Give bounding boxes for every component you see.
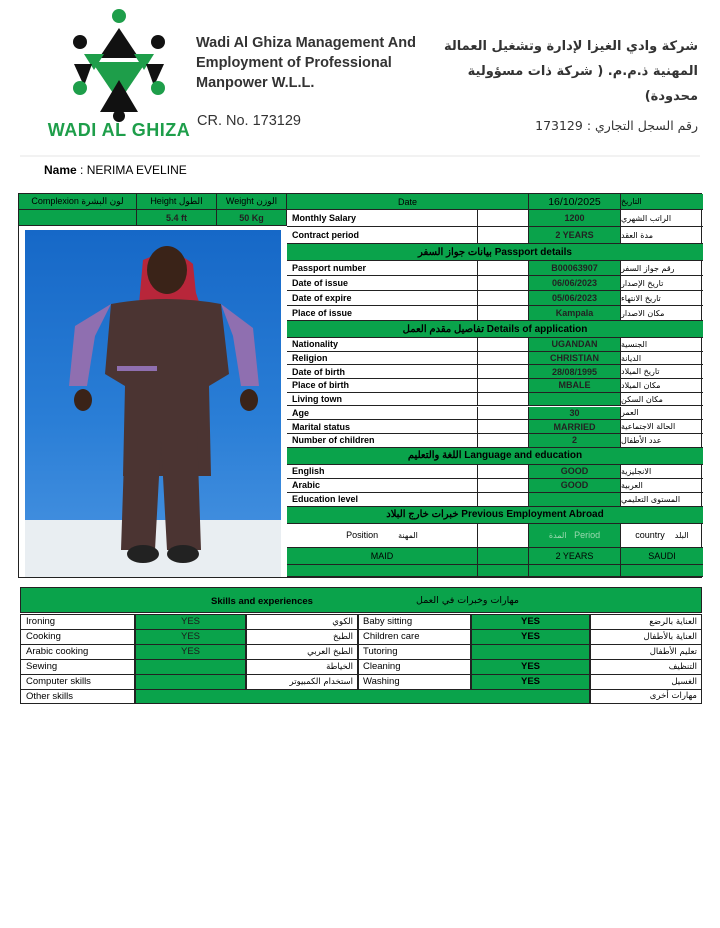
application-spacer (478, 352, 529, 366)
skill-ar-label: الخياطة (246, 659, 358, 675)
application-spacer (478, 379, 529, 393)
name-label: Name (44, 163, 77, 177)
height-label: Height الطول (137, 194, 217, 210)
application-value: MBALE (529, 379, 621, 393)
date-label: Date (287, 194, 529, 210)
skill-label: Arabic cooking (20, 644, 135, 660)
contract-ar-label: مدة العقد (621, 227, 703, 244)
application-label: Number of children (287, 434, 478, 448)
applicant-photo (25, 230, 281, 577)
skill-ar-label: التنظيف (590, 659, 702, 675)
employment-period: 2 YEARS (529, 548, 621, 565)
application-label: Nationality (287, 338, 478, 352)
header-divider (20, 155, 700, 157)
passport-ar-label: تاريخ الإصدار (621, 276, 703, 291)
weight-value: 50 Kg (217, 210, 287, 226)
contract-spacer (478, 210, 529, 227)
contract-spacer (478, 227, 529, 244)
period-label: Period (574, 530, 601, 541)
employment-empty (287, 565, 478, 577)
date-value: 16/10/2025 (529, 194, 621, 210)
employment-position: MAID (287, 548, 478, 565)
application-ar-label: تاريخ الميلاد (621, 365, 703, 379)
language-label: Education level (287, 493, 478, 507)
position-label: Position (346, 530, 379, 541)
application-spacer (478, 420, 529, 434)
language-ar-label: الانجليزية (621, 465, 703, 479)
skill-ar-label: الغسيل (590, 674, 702, 690)
passport-value: Kampala (529, 306, 621, 321)
application-spacer (478, 365, 529, 379)
country-header (621, 524, 703, 548)
application-label: Age (287, 407, 478, 421)
company-name-ar-line: محدودة) (644, 89, 698, 104)
passport-label: Date of issue (287, 276, 478, 291)
skill-ar-label: الكوي (246, 614, 358, 630)
language-value: GOOD (529, 479, 621, 493)
complexion-label: Complexion لون البشرة (19, 194, 137, 210)
application-value: 2 (529, 434, 621, 448)
application-value: 30 (529, 407, 621, 421)
applicant-name: NERIMA EVELINE (86, 163, 187, 177)
passport-spacer (478, 291, 529, 306)
application-value: UGANDAN (529, 338, 621, 352)
language-spacer (478, 479, 529, 493)
language-ar-label: العربية (621, 479, 703, 493)
passport-spacer (478, 261, 529, 276)
skills-header (20, 587, 702, 613)
skill-ar-label: استخدام الكمبيوتر (246, 674, 358, 690)
passport-ar-label: تاريخ الانتهاء (621, 291, 703, 306)
country-ar-label: البلد (674, 530, 689, 540)
skill-label: Children care (358, 629, 471, 645)
cr-number-ar: رقم السجل التجاري : 173129 (535, 118, 698, 133)
application-ar-label: مكان السكن (621, 393, 703, 407)
employment-empty (529, 565, 621, 577)
passport-label: Place of issue (287, 306, 478, 321)
passport-label: Date of expire (287, 291, 478, 306)
skill-label: Baby sitting (358, 614, 471, 630)
passport-section-header: بيانات جواز السفر Passport details (287, 244, 703, 261)
application-label: Living town (287, 393, 478, 407)
application-spacer (478, 338, 529, 352)
position-ar-label: المهنة (398, 530, 418, 540)
language-value: GOOD (529, 465, 621, 479)
skill-label: Cleaning (358, 659, 471, 675)
country-label: country (635, 530, 665, 541)
employment-spacer (478, 548, 529, 565)
date-ar-label: التاريخ (621, 194, 703, 210)
position-header (287, 524, 478, 548)
application-section-header: تفاصيل مقدم العمل Details of application (287, 321, 703, 338)
contract-ar-label: الراتب الشهري (621, 210, 703, 227)
employment-spacer (478, 524, 529, 548)
other-skills-label: Other skills (20, 689, 135, 704)
application-form (18, 193, 702, 578)
passport-label: Passport number (287, 261, 478, 276)
height-value: 5.4 ft (137, 210, 217, 226)
passport-ar-label: رقم جواز السفر (621, 261, 703, 276)
application-ar-label: الحالة الاجتماعية (621, 420, 703, 434)
application-spacer (478, 434, 529, 448)
company-name-line: Employment of Professional (196, 55, 392, 71)
application-ar-label: عدد الأطفال (621, 434, 703, 448)
application-value: 28/08/1995 (529, 365, 621, 379)
skill-value: YES (135, 629, 246, 645)
application-label: Religion (287, 352, 478, 366)
skill-label: Ironing (20, 614, 135, 630)
skill-value: YES (471, 674, 590, 690)
skills-title-ar: مهارات وخبرات في العمل (416, 595, 520, 606)
employment-empty (621, 565, 703, 577)
passport-value: 05/06/2023 (529, 291, 621, 306)
contract-value: 2 YEARS (529, 227, 621, 244)
passport-ar-label: مكان الاصدار (621, 306, 703, 321)
skill-label: Washing (358, 674, 471, 690)
language-spacer (478, 493, 529, 507)
application-label: Marital status (287, 420, 478, 434)
applicant-name-row: Name : NERIMA EVELINE (44, 163, 187, 177)
skill-value: YES (471, 629, 590, 645)
passport-value: B00063907 (529, 261, 621, 276)
passport-value: 06/06/2023 (529, 276, 621, 291)
logo-text: WADI AL GHIZA (47, 120, 191, 140)
skill-value: YES (471, 659, 590, 675)
contract-value: 1200 (529, 210, 621, 227)
skill-ar-label: العناية بالأطفال (590, 629, 702, 645)
language-label: English (287, 465, 478, 479)
company-name-en (196, 33, 436, 93)
employment-country: SAUDI (621, 548, 703, 565)
skill-value: YES (471, 614, 590, 630)
cr-number-en: CR. No. 173129 (197, 113, 301, 129)
employment-empty (478, 565, 529, 577)
application-value (529, 393, 621, 407)
skill-label: Computer skills (20, 674, 135, 690)
skill-label: Cooking (20, 629, 135, 645)
company-name-ar-line: المهنية ذ.م.م. ( شركة ذات مسؤولية (467, 64, 698, 79)
application-value: CHRISTIAN (529, 352, 621, 366)
other-skills-ar-label: مهارات أخرى (590, 689, 702, 704)
company-name-ar (428, 34, 698, 109)
application-ar-label: الديانة (621, 352, 703, 366)
skill-ar-label: العناية بالرضع (590, 614, 702, 630)
language-section-header: اللغة والتعليم Language and education (287, 448, 703, 465)
language-value (529, 493, 621, 507)
skill-value: YES (135, 614, 246, 630)
company-name-ar-line: شركة وادي الغيزا لإدارة وتشغيل العمالة (443, 39, 698, 54)
skill-value (135, 659, 246, 675)
language-spacer (478, 465, 529, 479)
application-label: Place of birth (287, 379, 478, 393)
weight-label: Weight الوزن (217, 194, 287, 210)
other-skills-value (135, 689, 590, 704)
period-header (529, 524, 621, 548)
skill-value: YES (135, 644, 246, 660)
language-label: Arabic (287, 479, 478, 493)
skill-ar-label: تعليم الأطفال (590, 644, 702, 660)
skill-ar-label: الطبخ العربي (246, 644, 358, 660)
company-logo (44, 6, 194, 146)
application-value: MARRIED (529, 420, 621, 434)
skills-title-en: Skills and experiences (211, 596, 313, 607)
skill-value (471, 644, 590, 660)
company-name-line: Manpower W.L.L. (196, 75, 315, 91)
passport-spacer (478, 306, 529, 321)
application-spacer (478, 393, 529, 407)
application-ar-label: مكان الميلاد (621, 379, 703, 393)
language-ar-label: المستوى التعليمي (621, 493, 703, 507)
passport-spacer (478, 276, 529, 291)
application-spacer (478, 407, 529, 421)
person-figure-icon (25, 230, 281, 577)
period-ar-label: المدة (548, 530, 567, 540)
application-label: Date of birth (287, 365, 478, 379)
contract-label: Contract period (287, 227, 478, 244)
employment-section-header: خبرات خارج البلاد Previous Employment Abroad (287, 507, 703, 524)
skill-ar-label: الطبخ (246, 629, 358, 645)
application-ar-label: الجنسية (621, 338, 703, 352)
skill-value (135, 674, 246, 690)
company-name-line: Wadi Al Ghiza Management And (196, 35, 416, 51)
skill-label: Tutoring (358, 644, 471, 660)
skills-table (21, 588, 703, 709)
complexion-value (19, 210, 137, 226)
application-ar-label: العمر (621, 407, 703, 421)
skill-label: Sewing (20, 659, 135, 675)
contract-label: Monthly Salary (287, 210, 478, 227)
